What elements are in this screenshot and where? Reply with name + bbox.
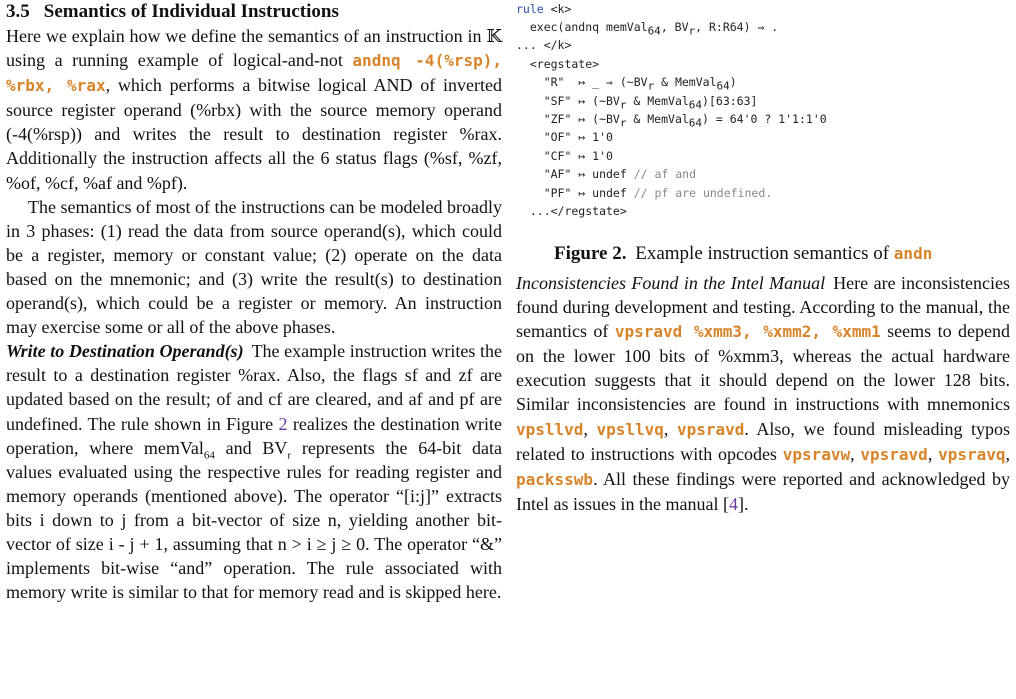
section-heading	[6, 0, 502, 24]
section-number: 3.5	[6, 1, 30, 22]
inline-ref[interactable]: 4	[728, 493, 738, 514]
paragraph-write-body	[6, 341, 502, 602]
inline-code: vpsravq	[938, 444, 1006, 464]
text-run: , R:R64) ⇒ .	[695, 20, 779, 34]
text-run: represents the 64-bit data values evaluated using the respective rules for reading register and memory operands (mentioned above). The operator “[i:j]” extracts bits i down to j from a bit-vector of size n, yielding another bit-vector of size i - j + 1, assuming that n > i ≥ j ≥ 0. The operator “&” implements bit-wise “and” operation. The rule associated with memory write is similar to that for memory read and is skipped here.	[6, 437, 502, 603]
text-run: "CF" ↦ 1'0	[516, 149, 613, 163]
text-run: "R" ↦ _ ⇒ (~BV	[516, 75, 648, 89]
inline-sub: r	[287, 449, 292, 462]
text-run: Here we explain how we define the semantics of an instruction in	[6, 26, 487, 46]
paragraph-inconsistencies	[516, 271, 1010, 516]
run-in-heading: Write to Destination Operand(s)	[6, 341, 244, 362]
inline-cmt: // af and	[633, 167, 697, 181]
text-run: . Also, we found misleading typos related to instructions with opcodes	[516, 418, 1010, 464]
code-line	[516, 147, 613, 165]
figure-caption-text: Example instruction semantics of	[630, 243, 894, 264]
inline-code: vpsllvd	[516, 419, 584, 439]
text-run: "AF" ↦ undef	[516, 167, 634, 181]
paragraph-inconsistencies-body	[516, 273, 1010, 514]
text-run: ,	[663, 418, 677, 439]
code-line	[516, 110, 827, 128]
figure-caption	[554, 243, 932, 265]
inline-code: vpsravd	[860, 444, 928, 464]
inline-sub: r	[619, 116, 627, 130]
inline-code: vpsravw	[782, 444, 851, 464]
text-run: Here are inconsistencies found during development and testing. According to the manual, the semantics of	[516, 273, 1011, 342]
paragraph-write-destination	[6, 339, 502, 604]
text-run: ) = 64'0 ? 1'1:1'0	[702, 112, 827, 126]
code-line	[516, 184, 772, 202]
text-run: , BV	[660, 20, 689, 34]
figure-caption-code: andn	[893, 244, 933, 263]
text-run: . All these findings were reported and acknowledged by Intel as issues in the manual [	[516, 468, 1010, 514]
text-run: realizes the destination write operation, where memVal	[6, 413, 503, 458]
text-run: ,	[1005, 443, 1010, 464]
inline-ref[interactable]: 2	[278, 413, 288, 434]
inline-cmt: // pf are undefined.	[633, 186, 773, 200]
text-run: and BV	[214, 437, 288, 458]
code-line	[516, 92, 757, 110]
run-in-heading-inconsistencies: Inconsistencies Found in the Intel Manual	[516, 273, 826, 293]
left-column	[6, 0, 502, 604]
code-line	[516, 18, 778, 36]
text-run: ... </k>	[516, 38, 572, 52]
inline-sub: 64	[647, 24, 661, 38]
figure-label: Figure 2.	[554, 243, 627, 264]
text-run: & MemVal	[626, 94, 689, 108]
text-run: using a running example of logical-and-not	[6, 50, 353, 71]
inline-code: packsswb	[516, 469, 594, 489]
text-run: The example instruction writes the result to a destination register %rax. Also, the flags sf and zf are updated based on the result; of and cf are cleared, and af and pf are undefined. The rule shown in Figure	[6, 341, 502, 434]
text-run: ,	[927, 443, 939, 464]
code-line	[516, 55, 599, 73]
text-run: exec(andnq memVal	[516, 20, 648, 34]
code-line	[516, 165, 696, 183]
inline-sub: r	[647, 79, 655, 93]
code-line	[516, 73, 737, 91]
inline-code: vpsllvq	[596, 419, 664, 439]
text-run: "OF" ↦ 1'0	[516, 130, 613, 144]
inline-sub: r	[688, 24, 696, 38]
inline-kw: rule	[516, 2, 544, 16]
inline-plain: 𝕂	[486, 26, 502, 46]
text-run: "SF" ↦ (~BV	[516, 94, 620, 108]
text-run: "ZF" ↦ (~BV	[516, 112, 620, 126]
paragraph-phases: The semantics of most of the instructions can be modeled broadly in 3 phases: (1) read the data from source operand(s), which could be a register, memory or constant value; (2) operate on the data based on the mnemonic; and (3) write the result(s) to destination operand(s), which could be a register or memory. An instruction may exercise some or all of the above phases.	[6, 196, 502, 338]
text-run: ,	[583, 418, 597, 439]
section-title: Semantics of Individual Instructions	[43, 1, 339, 22]
text-run: & MemVal	[654, 75, 717, 89]
text-run: ...</regstate>	[516, 204, 627, 218]
paragraph-intro	[6, 24, 502, 195]
code-line	[516, 202, 627, 220]
text-run: "PF" ↦ undef	[516, 186, 634, 200]
text-run: ].	[737, 493, 749, 514]
code-line	[516, 36, 571, 54]
inline-sub: 64	[716, 79, 730, 93]
text-run: <k>	[543, 2, 572, 16]
inline-sub: 64	[203, 449, 215, 462]
text-run: <regstate>	[516, 57, 600, 71]
inline-sub: 64	[688, 116, 703, 130]
text-run: & MemVal	[626, 112, 689, 126]
inline-sub: 64	[688, 98, 703, 112]
text-run: )[63:63]	[702, 94, 758, 108]
inline-code: vpsravd	[676, 419, 745, 439]
code-line	[516, 128, 613, 146]
text-run: , which performs a bitwise logical AND of inverted source register operand (%rbx) with the source memory operand (-4(%rsp)) and writes the result to destination register %rax. Additionally the instruction affects all the 6 status flags (%sf, %zf, %of, %cf, %af and %pf).	[6, 75, 503, 193]
text-run: seems to depend on the lower 100 bits of %xmm3, whereas the actual hardware execution suggests that it should depend on the lower 128 bits. Similar inconsistencies are found in instructions with mnemonics	[516, 321, 1010, 415]
code-line	[516, 0, 571, 18]
inline-code: vpsravd %xmm3, %xmm2, %xmm1	[614, 322, 881, 342]
text-run: ,	[850, 443, 861, 464]
inline-code: andnq -4(%rsp), %rbx, %rax	[6, 51, 502, 96]
text-run: )	[729, 75, 737, 89]
inline-sub: r	[619, 98, 627, 112]
